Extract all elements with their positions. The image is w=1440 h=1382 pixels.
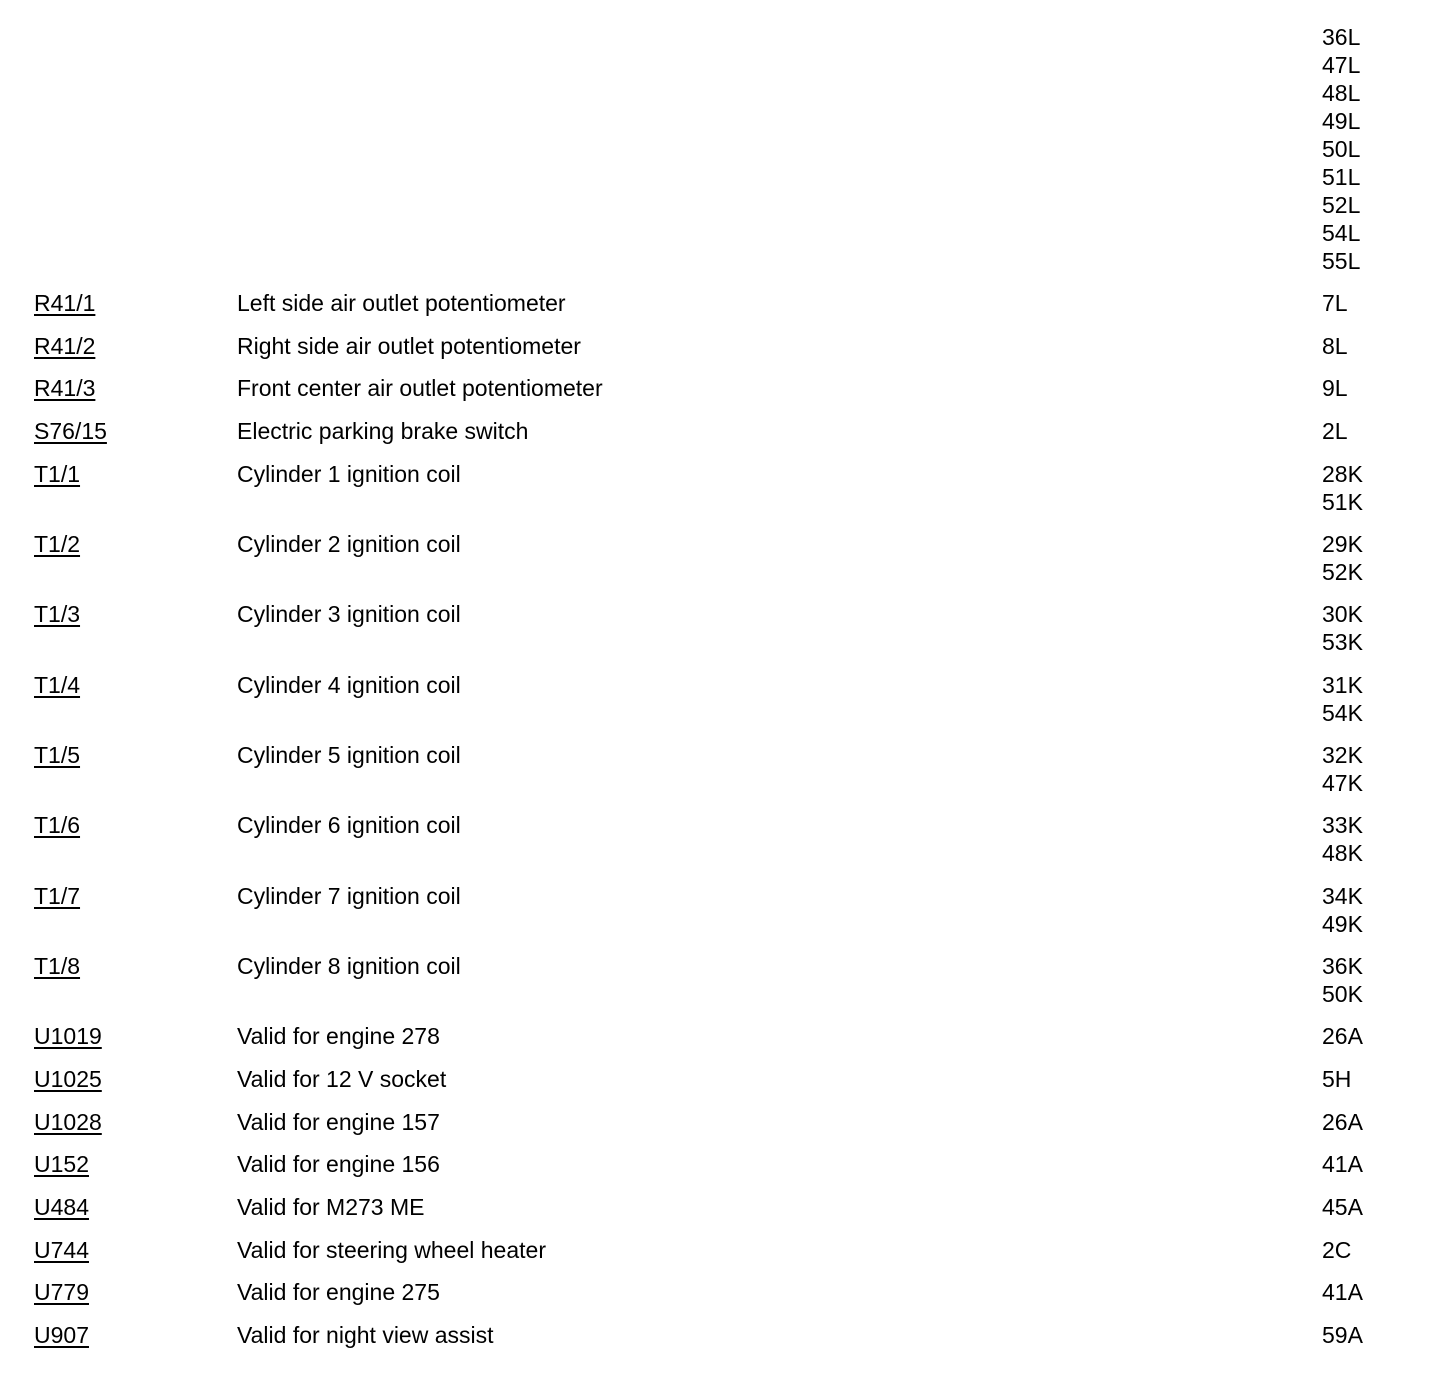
component-code-link[interactable]: T1/3: [34, 601, 81, 628]
table-row: [0, 289, 1440, 332]
location-code: 50K: [1322, 980, 1363, 1007]
location-code: 31K: [1322, 671, 1363, 698]
component-description: Valid for engine 278: [237, 1023, 440, 1050]
component-code-link[interactable]: U484: [34, 1193, 89, 1220]
component-description: Cylinder 3 ignition coil: [237, 601, 461, 628]
location-list: [1322, 374, 1348, 402]
location-code: 45A: [1322, 1193, 1363, 1220]
location-code: 48K: [1322, 840, 1363, 867]
location-list: [1322, 882, 1363, 938]
location-code: 34K: [1322, 882, 1363, 909]
component-code-link[interactable]: R41/2: [34, 332, 96, 359]
location-code: 50L: [1322, 136, 1361, 162]
table-row: [0, 671, 1440, 741]
component-description: Valid for 12 V socket: [237, 1065, 447, 1092]
location-code: 26A: [1322, 1108, 1363, 1135]
component-code-link[interactable]: R41/1: [34, 290, 96, 316]
component-description: Valid for steering wheel heater: [237, 1236, 546, 1263]
location-list: [1322, 1108, 1363, 1136]
component-code-link[interactable]: R41/3: [34, 375, 96, 402]
component-code-link[interactable]: T1/4: [34, 671, 81, 698]
location-code: 36K: [1322, 952, 1363, 979]
component-description: Valid for engine 156: [237, 1151, 440, 1178]
component-code-link[interactable]: U152: [34, 1151, 89, 1178]
location-list: [1322, 1321, 1363, 1349]
location-code: 26A: [1322, 1023, 1363, 1050]
location-list: [1322, 1278, 1363, 1306]
table-row: [0, 811, 1440, 881]
component-code-link[interactable]: T1/6: [34, 812, 81, 839]
location-list: [1322, 460, 1363, 516]
location-code: 30K: [1322, 601, 1363, 628]
component-description: Left side air outlet potentiometer: [237, 290, 566, 316]
location-list: [1322, 952, 1363, 1008]
component-code-link[interactable]: U907: [34, 1321, 89, 1348]
component-code-link[interactable]: T1/5: [34, 741, 81, 768]
location-code: 52K: [1322, 559, 1363, 586]
table-row: [0, 1321, 1440, 1364]
table-row: [0, 460, 1440, 530]
location-code: 49L: [1322, 108, 1361, 134]
location-code: 8L: [1322, 332, 1348, 359]
table-row: [0, 882, 1440, 952]
location-list: [1322, 1236, 1351, 1264]
location-list: [1322, 530, 1363, 586]
location-code: 41A: [1322, 1151, 1363, 1178]
location-list: [1322, 417, 1348, 445]
table-row: [0, 332, 1440, 375]
location-list: [1322, 1022, 1363, 1050]
location-list: [1322, 332, 1348, 360]
component-code-link[interactable]: S76/15: [34, 418, 107, 445]
component-code-link[interactable]: T1/7: [34, 882, 81, 909]
location-code: 49K: [1322, 910, 1363, 937]
table-row: [0, 1065, 1440, 1108]
component-description: Right side air outlet potentiometer: [237, 332, 581, 359]
component-description: Valid for M273 ME: [237, 1193, 425, 1220]
component-description: Cylinder 1 ignition coil: [237, 460, 461, 487]
component-description: Valid for engine 275: [237, 1279, 440, 1306]
location-code: 47L: [1322, 52, 1361, 78]
continued-location-list: [1322, 23, 1360, 275]
location-code: 2C: [1322, 1236, 1352, 1263]
location-list: [1322, 811, 1363, 867]
table-row: [0, 417, 1440, 460]
component-description: Cylinder 8 ignition coil: [237, 952, 461, 979]
location-code: 9L: [1322, 375, 1348, 402]
location-list: [1322, 1065, 1351, 1093]
component-code-link[interactable]: T1/8: [34, 952, 81, 979]
table-row: [0, 1236, 1440, 1279]
location-code: 51K: [1322, 488, 1363, 515]
location-code: 32K: [1322, 741, 1363, 768]
location-list: [1322, 1193, 1363, 1221]
location-code: 47K: [1322, 769, 1363, 796]
component-description: Cylinder 5 ignition coil: [237, 741, 461, 768]
location-code: 33K: [1322, 812, 1363, 839]
table-row: [0, 952, 1440, 1022]
location-list: [1322, 671, 1363, 727]
component-code-link[interactable]: U1019: [34, 1023, 102, 1050]
component-code-link[interactable]: T1/1: [34, 460, 81, 487]
table-row: [0, 1278, 1440, 1321]
location-list: [1322, 289, 1348, 317]
component-description: Valid for night view assist: [237, 1321, 494, 1348]
location-code: 36L: [1322, 24, 1361, 50]
component-description: Cylinder 6 ignition coil: [237, 812, 461, 839]
table-row: [0, 741, 1440, 811]
location-code: 29K: [1322, 531, 1363, 558]
location-code: 2L: [1322, 418, 1348, 445]
component-description: Cylinder 7 ignition coil: [237, 882, 461, 909]
component-code-link[interactable]: T1/2: [34, 531, 81, 558]
table-row: [0, 1150, 1440, 1193]
table-row: [0, 530, 1440, 600]
location-list: [1322, 1150, 1363, 1178]
location-code: 7L: [1322, 290, 1348, 316]
location-code: 54L: [1322, 220, 1361, 246]
location-code: 59A: [1322, 1321, 1363, 1348]
component-description: Front center air outlet potentiometer: [237, 375, 603, 402]
component-code-link[interactable]: U1025: [34, 1065, 102, 1092]
component-code-link[interactable]: U779: [34, 1279, 89, 1306]
component-description: Cylinder 4 ignition coil: [237, 671, 461, 698]
location-code: 48L: [1322, 80, 1361, 106]
location-code: 51L: [1322, 164, 1361, 190]
location-code: 5H: [1322, 1065, 1352, 1092]
location-list: [1322, 741, 1363, 797]
component-code-link[interactable]: U744: [34, 1236, 89, 1263]
location-code: 41A: [1322, 1279, 1363, 1306]
component-description: Valid for engine 157: [237, 1108, 440, 1135]
component-rows: [0, 289, 1440, 1364]
location-code: 55L: [1322, 248, 1361, 274]
table-row: [0, 600, 1440, 670]
location-code: 28K: [1322, 460, 1363, 487]
table-row: [0, 374, 1440, 417]
table-row: [0, 1022, 1440, 1065]
table-row: [0, 1193, 1440, 1236]
component-description: Cylinder 2 ignition coil: [237, 531, 461, 558]
component-code-link[interactable]: U1028: [34, 1108, 102, 1135]
table-row: [0, 1108, 1440, 1151]
location-code: 54K: [1322, 699, 1363, 726]
location-code: 52L: [1322, 192, 1361, 218]
location-code: 53K: [1322, 629, 1363, 656]
component-description: Electric parking brake switch: [237, 418, 529, 445]
location-list: [1322, 600, 1363, 656]
